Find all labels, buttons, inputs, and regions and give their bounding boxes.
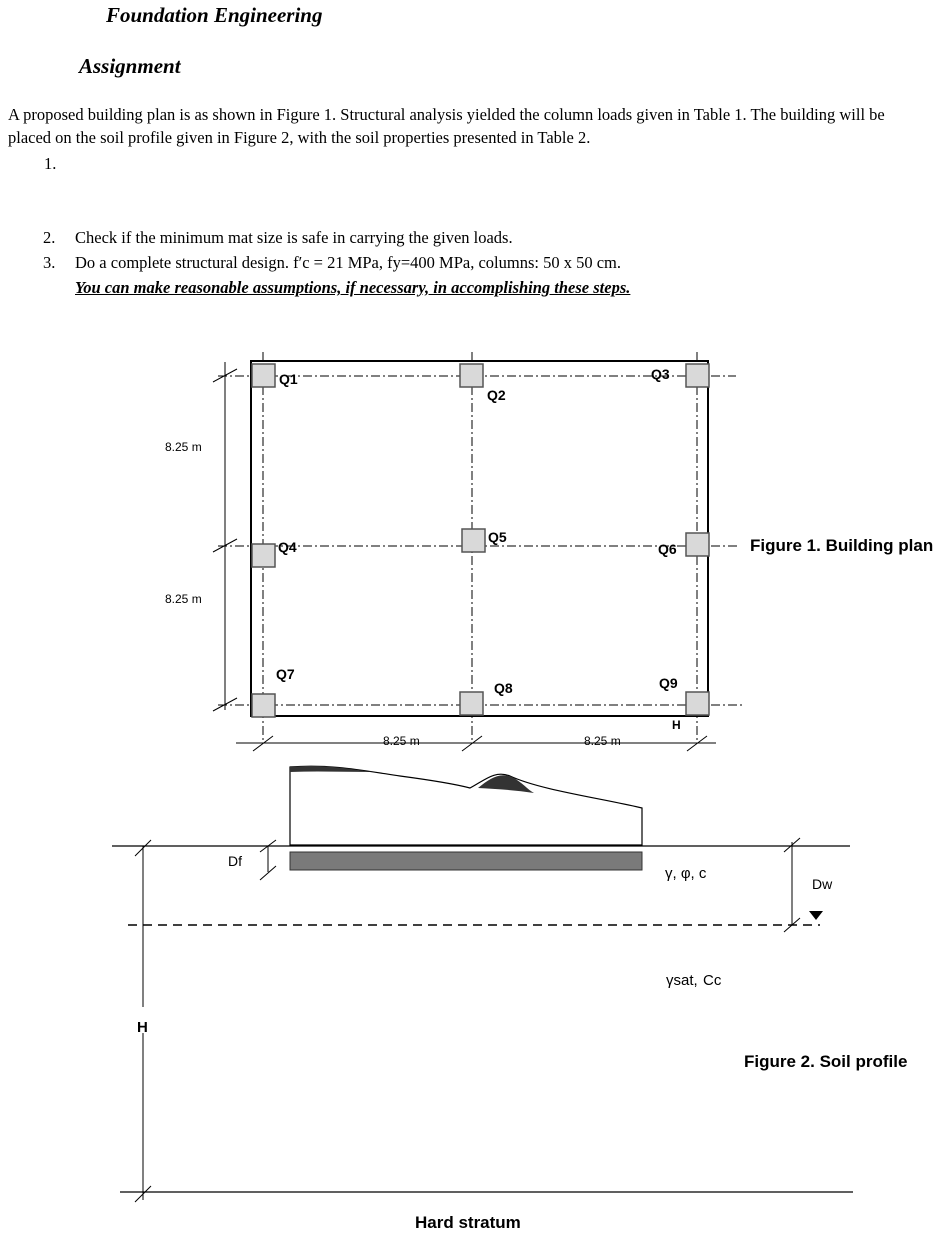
dim-label-vertical-bottom: 8.25 m xyxy=(165,592,202,606)
column-q6 xyxy=(686,533,709,556)
dim-label-horizontal-left: 8.25 m xyxy=(383,734,420,748)
figure2-caption: Figure 2. Soil profile xyxy=(744,1052,908,1071)
task-1-number: 1. xyxy=(44,154,57,173)
label-upper-layer: γ, φ, c xyxy=(665,865,707,882)
intro-paragraph: A proposed building plan is as shown in Figure 1. Structural analysis yielded the column loads given in Table 1. The building will be placed on the soil profile given in Figure 2, with the soil properties presented in Table 2. xyxy=(8,105,885,147)
task-3-text: Do a complete structural design. f′c = 21 MPa, fy=400 MPa, columns: 50 x 50 cm. xyxy=(75,253,622,272)
dim-label-vertical-top: 8.25 m xyxy=(165,440,202,454)
label-df: Df xyxy=(228,853,242,869)
figure1-caption: Figure 1. Building plan xyxy=(750,536,934,555)
column-q9 xyxy=(686,692,709,715)
column-q2 xyxy=(460,364,483,387)
dim-label-horizontal-right: 8.25 m xyxy=(584,734,621,748)
label-hard-stratum: Hard stratum xyxy=(415,1213,521,1232)
course-title: Foundation Engineering xyxy=(106,3,323,27)
label-q6: Q6 xyxy=(658,541,677,557)
water-table-icon xyxy=(809,911,823,920)
label-q7: Q7 xyxy=(276,666,295,682)
section-title: Assignment xyxy=(79,54,181,78)
label-q1: Q1 xyxy=(279,371,298,387)
column-q1 xyxy=(252,364,275,387)
building-outline xyxy=(290,766,642,845)
column-q3 xyxy=(686,364,709,387)
label-q5: Q5 xyxy=(488,529,507,545)
task-2-number: 2. xyxy=(43,228,56,247)
label-dw: Dw xyxy=(812,876,833,892)
column-q5 xyxy=(462,529,485,552)
label-h: H xyxy=(137,1019,148,1036)
column-q8 xyxy=(460,692,483,715)
column-q7 xyxy=(252,694,275,717)
mat-slab xyxy=(290,852,642,870)
label-gamma-sat: γsat, xyxy=(666,972,698,989)
column-q4 xyxy=(252,544,275,567)
label-q4: Q4 xyxy=(278,539,297,555)
label-q8: Q8 xyxy=(494,680,513,696)
columns xyxy=(252,364,709,717)
label-cc: Cc xyxy=(703,972,722,989)
task-3-number: 3. xyxy=(43,253,56,272)
roof-shade-left xyxy=(290,766,372,772)
task-2-text: Check if the minimum mat size is safe in carrying the given loads. xyxy=(75,228,513,247)
label-q2: Q2 xyxy=(487,387,506,403)
label-h-corner: H xyxy=(672,718,681,732)
assumptions-note: You can make reasonable assumptions, if necessary, in accomplishing these steps. xyxy=(75,278,631,297)
label-q9: Q9 xyxy=(659,675,678,691)
label-q3: Q3 xyxy=(651,366,670,382)
soil-profile xyxy=(112,766,853,1202)
